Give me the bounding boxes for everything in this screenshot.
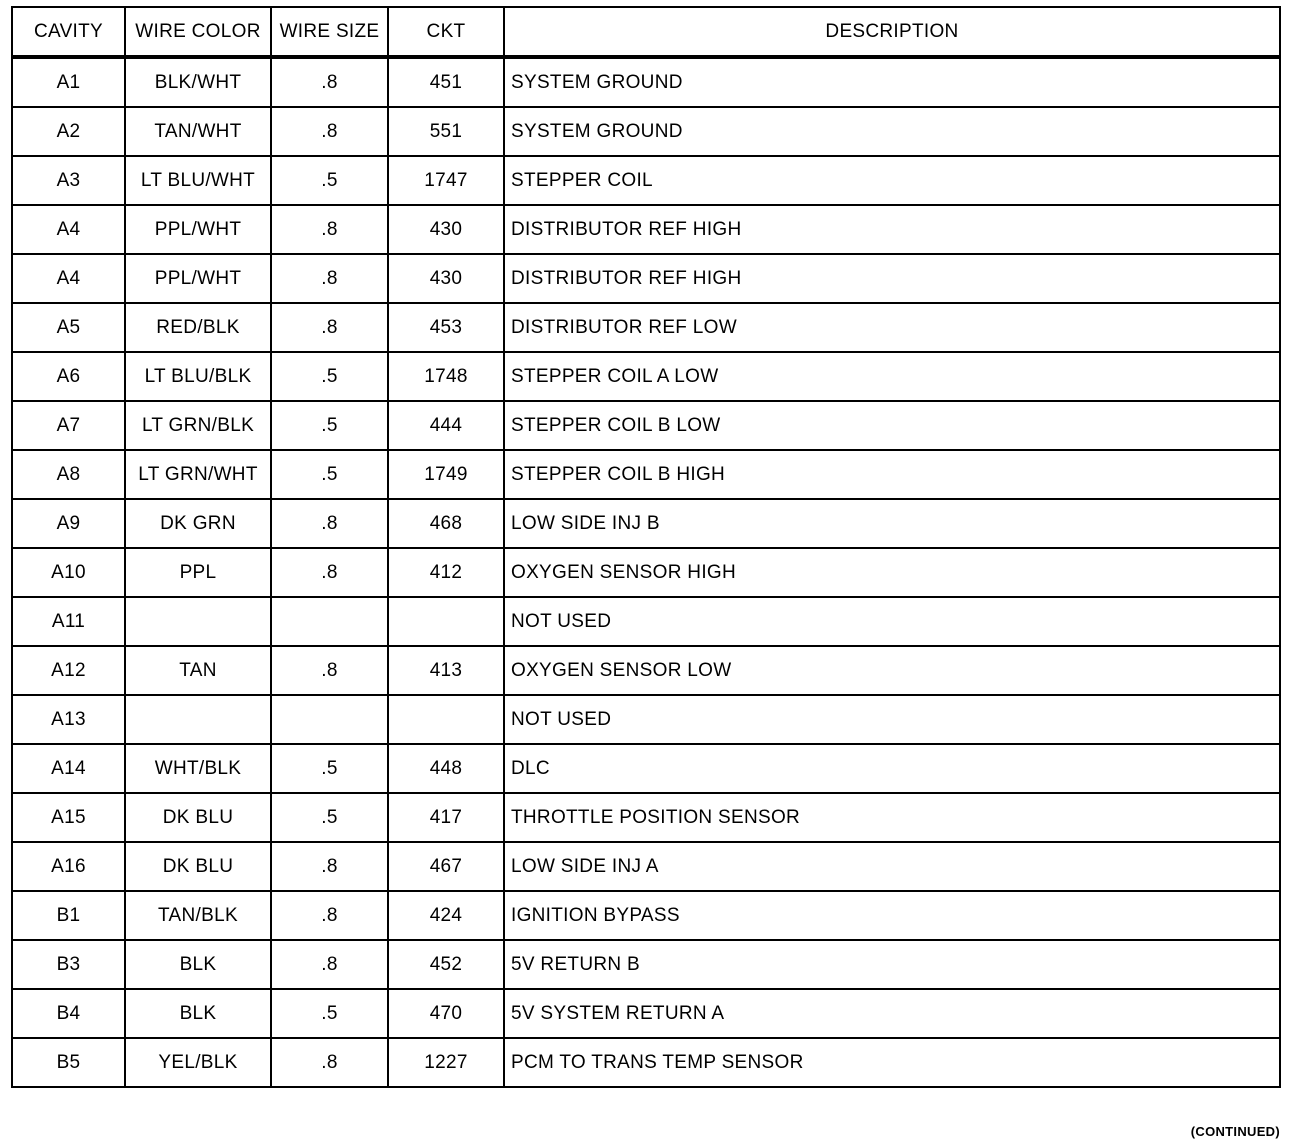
cell-description: NOT USED xyxy=(504,597,1280,646)
cell-description: STEPPER COIL B LOW xyxy=(504,401,1280,450)
cell-cavity: B3 xyxy=(12,940,125,989)
cell-wire-color: RED/BLK xyxy=(125,303,271,352)
cell-wire-size: .5 xyxy=(271,401,388,450)
cell-cavity: A7 xyxy=(12,401,125,450)
cell-ckt: 1749 xyxy=(388,450,504,499)
table-header xyxy=(12,7,1280,57)
cell-ckt: 448 xyxy=(388,744,504,793)
table-row xyxy=(12,793,1280,842)
cell-wire-size: .5 xyxy=(271,793,388,842)
cell-wire-size: .8 xyxy=(271,646,388,695)
cell-wire-size xyxy=(271,695,388,744)
cell-wire-color: BLK/WHT xyxy=(125,57,271,107)
cell-description: 5V SYSTEM RETURN A xyxy=(504,989,1280,1038)
cell-description: STEPPER COIL xyxy=(504,156,1280,205)
cell-cavity: A8 xyxy=(12,450,125,499)
header-ckt: CKT xyxy=(388,7,504,57)
cell-cavity: A6 xyxy=(12,352,125,401)
cell-wire-size: .5 xyxy=(271,744,388,793)
cell-wire-color: DK BLU xyxy=(125,842,271,891)
cell-wire-color: BLK xyxy=(125,940,271,989)
table-row xyxy=(12,156,1280,205)
cell-description: DISTRIBUTOR REF LOW xyxy=(504,303,1280,352)
cell-wire-size: .8 xyxy=(271,499,388,548)
cell-cavity: A11 xyxy=(12,597,125,646)
table-row xyxy=(12,548,1280,597)
cell-wire-color: PPL xyxy=(125,548,271,597)
cell-ckt: 430 xyxy=(388,205,504,254)
table-row xyxy=(12,646,1280,695)
cell-description: OXYGEN SENSOR LOW xyxy=(504,646,1280,695)
cell-wire-size: .8 xyxy=(271,842,388,891)
cell-wire-size: .8 xyxy=(271,891,388,940)
cell-wire-size: .5 xyxy=(271,989,388,1038)
cell-ckt: 417 xyxy=(388,793,504,842)
header-row xyxy=(12,7,1280,57)
header-description: DESCRIPTION xyxy=(504,7,1280,57)
table-row xyxy=(12,450,1280,499)
cell-wire-size: .5 xyxy=(271,352,388,401)
cell-description: IGNITION BYPASS xyxy=(504,891,1280,940)
table-row xyxy=(12,205,1280,254)
cell-description: PCM TO TRANS TEMP SENSOR xyxy=(504,1038,1280,1087)
cell-cavity: A4 xyxy=(12,254,125,303)
cell-wire-size: .5 xyxy=(271,450,388,499)
continued-note: (CONTINUED) xyxy=(1190,1124,1280,1139)
cell-cavity: A4 xyxy=(12,205,125,254)
cell-ckt: 412 xyxy=(388,548,504,597)
cell-wire-color: LT BLU/WHT xyxy=(125,156,271,205)
table-row xyxy=(12,940,1280,989)
cell-wire-color: LT BLU/BLK xyxy=(125,352,271,401)
cell-ckt: 467 xyxy=(388,842,504,891)
cell-ckt: 451 xyxy=(388,57,504,107)
cell-wire-color: YEL/BLK xyxy=(125,1038,271,1087)
cell-ckt: 1747 xyxy=(388,156,504,205)
cell-wire-size: .8 xyxy=(271,303,388,352)
connector-pinout-table xyxy=(11,6,1281,1088)
cell-description: LOW SIDE INJ B xyxy=(504,499,1280,548)
cell-ckt: 1748 xyxy=(388,352,504,401)
cell-ckt: 444 xyxy=(388,401,504,450)
cell-wire-color: TAN/BLK xyxy=(125,891,271,940)
cell-description: SYSTEM GROUND xyxy=(504,107,1280,156)
cell-ckt xyxy=(388,695,504,744)
table-row xyxy=(12,107,1280,156)
table-row xyxy=(12,401,1280,450)
cell-cavity: B5 xyxy=(12,1038,125,1087)
cell-cavity: A3 xyxy=(12,156,125,205)
table-row xyxy=(12,597,1280,646)
cell-wire-size xyxy=(271,597,388,646)
cell-description: STEPPER COIL B HIGH xyxy=(504,450,1280,499)
table-row xyxy=(12,499,1280,548)
cell-cavity: A13 xyxy=(12,695,125,744)
cell-wire-color: WHT/BLK xyxy=(125,744,271,793)
cell-ckt: 470 xyxy=(388,989,504,1038)
table-row xyxy=(12,303,1280,352)
table-row xyxy=(12,695,1280,744)
header-wire-size: WIRE SIZE xyxy=(271,7,388,57)
cell-description: LOW SIDE INJ A xyxy=(504,842,1280,891)
cell-wire-color: DK BLU xyxy=(125,793,271,842)
cell-wire-size: .8 xyxy=(271,205,388,254)
cell-cavity: A2 xyxy=(12,107,125,156)
table-row xyxy=(12,891,1280,940)
table-row xyxy=(12,352,1280,401)
cell-wire-color: PPL/WHT xyxy=(125,254,271,303)
cell-cavity: A9 xyxy=(12,499,125,548)
header-cavity: CAVITY xyxy=(12,7,125,57)
cell-ckt: 1227 xyxy=(388,1038,504,1087)
table-row xyxy=(12,254,1280,303)
header-wire-color: WIRE COLOR xyxy=(125,7,271,57)
cell-description: DISTRIBUTOR REF HIGH xyxy=(504,205,1280,254)
cell-cavity: A5 xyxy=(12,303,125,352)
cell-wire-size: .8 xyxy=(271,57,388,107)
cell-wire-size: .8 xyxy=(271,254,388,303)
cell-wire-color: BLK xyxy=(125,989,271,1038)
cell-cavity: A12 xyxy=(12,646,125,695)
cell-wire-color xyxy=(125,597,271,646)
cell-wire-color xyxy=(125,695,271,744)
table-row xyxy=(12,989,1280,1038)
cell-wire-color: TAN/WHT xyxy=(125,107,271,156)
cell-wire-size: .5 xyxy=(271,156,388,205)
cell-wire-color: LT GRN/WHT xyxy=(125,450,271,499)
cell-ckt: 424 xyxy=(388,891,504,940)
cell-cavity: A16 xyxy=(12,842,125,891)
cell-wire-color: PPL/WHT xyxy=(125,205,271,254)
table-row xyxy=(12,57,1280,107)
cell-wire-color: DK GRN xyxy=(125,499,271,548)
cell-ckt: 452 xyxy=(388,940,504,989)
table-row xyxy=(12,1038,1280,1087)
cell-wire-color: LT GRN/BLK xyxy=(125,401,271,450)
cell-wire-color: TAN xyxy=(125,646,271,695)
cell-cavity: A15 xyxy=(12,793,125,842)
cell-description: DLC xyxy=(504,744,1280,793)
cell-cavity: A1 xyxy=(12,57,125,107)
cell-description: 5V RETURN B xyxy=(504,940,1280,989)
cell-ckt: 453 xyxy=(388,303,504,352)
cell-wire-size: .8 xyxy=(271,940,388,989)
cell-description: THROTTLE POSITION SENSOR xyxy=(504,793,1280,842)
cell-cavity: A10 xyxy=(12,548,125,597)
cell-description: OXYGEN SENSOR HIGH xyxy=(504,548,1280,597)
cell-ckt: 468 xyxy=(388,499,504,548)
cell-ckt: 551 xyxy=(388,107,504,156)
cell-wire-size: .8 xyxy=(271,1038,388,1087)
cell-ckt xyxy=(388,597,504,646)
cell-wire-size: .8 xyxy=(271,548,388,597)
cell-description: NOT USED xyxy=(504,695,1280,744)
table-row xyxy=(12,744,1280,793)
cell-description: SYSTEM GROUND xyxy=(504,57,1280,107)
cell-ckt: 413 xyxy=(388,646,504,695)
cell-description: DISTRIBUTOR REF HIGH xyxy=(504,254,1280,303)
cell-cavity: B4 xyxy=(12,989,125,1038)
table-row xyxy=(12,842,1280,891)
cell-cavity: B1 xyxy=(12,891,125,940)
cell-ckt: 430 xyxy=(388,254,504,303)
cell-description: STEPPER COIL A LOW xyxy=(504,352,1280,401)
cell-wire-size: .8 xyxy=(271,107,388,156)
table-body xyxy=(12,57,1280,1087)
cell-cavity: A14 xyxy=(12,744,125,793)
